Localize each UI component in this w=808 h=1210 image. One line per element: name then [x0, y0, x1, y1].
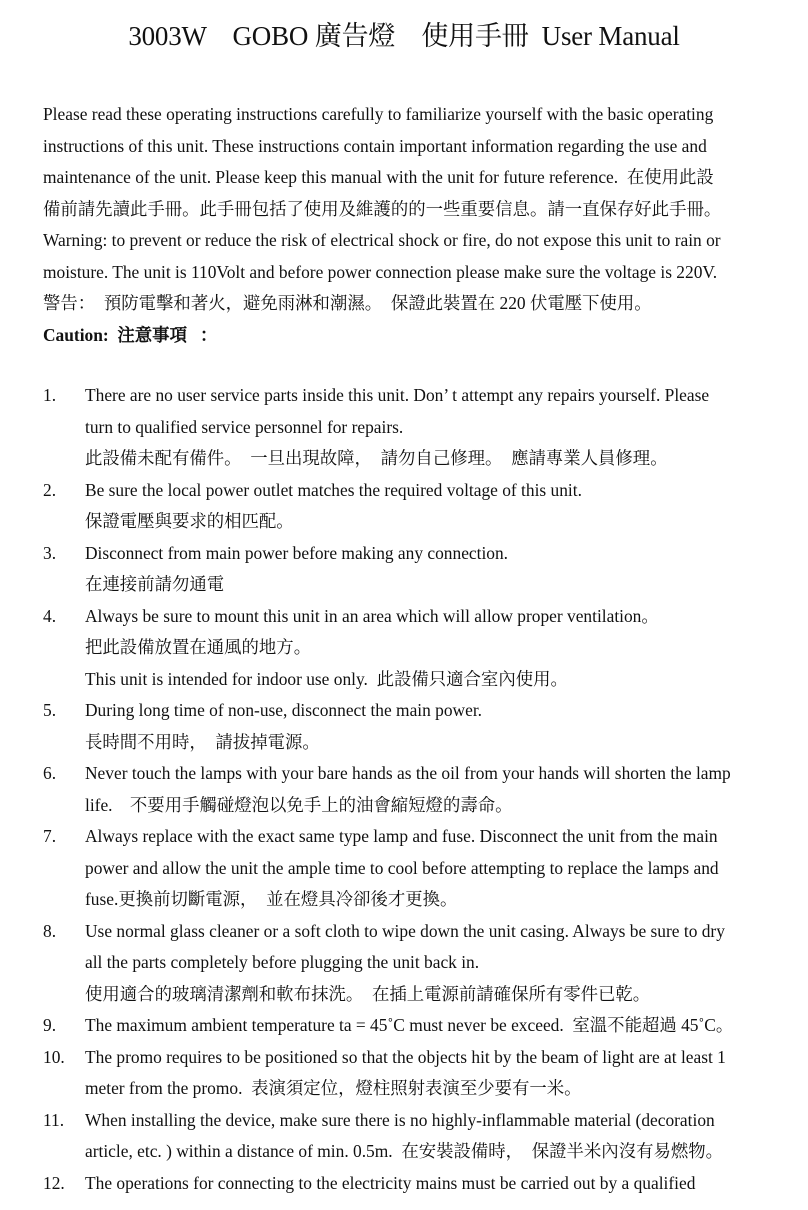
item-number: 3. [43, 542, 57, 563]
warning-line: Warning: to prevent or reduce the risk of electrical shock or fire, do not expose this unit to rain or [43, 230, 721, 250]
item-text-line: fuse.更換前切斷電源， 並在燈具冷卻後才更換。 [85, 889, 458, 909]
page-title: 3003W GOBO 廣告燈 使用手冊 User Manual [128, 21, 680, 51]
item-number: 1. [43, 385, 57, 405]
item-number: 11. [43, 1109, 65, 1130]
item-text-line: Never touch the lamps with your bare hands as the oil from your hands will shorten the lamp [85, 763, 731, 783]
item-text-line: This unit is intended for indoor use only. 此設備只適合室內使用。 [85, 668, 568, 689]
item-text-line: power and allow the unit the ample time to cool before attempting to replace the lamps and [85, 857, 719, 878]
item-number: 9. [43, 1015, 57, 1035]
caution-item-5 [43, 695, 778, 758]
caution-item-7 [43, 821, 778, 916]
item-text-line: The promo requires to be positioned so that the objects hit by the beam of light are at least 1 [85, 1046, 726, 1067]
intro-line: instructions of this unit. These instructions contain important information regarding the use and [43, 135, 707, 156]
caution-list [43, 380, 778, 1199]
caution-heading: Caution: 注意事項 ： [43, 324, 218, 345]
item-number: 8. [43, 920, 57, 941]
warning-line-chinese: 警告： 預防電擊和著火，避免雨淋和潮濕。 保證此裝置在 220 伏電壓下使用。 [43, 293, 652, 313]
item-number: 7. [43, 826, 57, 846]
item-text-line: turn to qualified service personnel for repairs. [85, 416, 404, 437]
warning-line: moisture. The unit is 110Volt and before power connection please make sure the voltage is 220V. [43, 261, 718, 282]
item-text-line: 長時間不用時， 請拔掉電源。 [85, 731, 320, 752]
item-number: 5. [43, 700, 57, 720]
item-number: 2. [43, 479, 57, 500]
caution-item-2 [43, 475, 778, 538]
item-text-line: Use normal glass cleaner or a soft cloth to wipe down the unit casing. Always be sure to dry [85, 920, 725, 941]
caution-item-3 [43, 538, 778, 601]
caution-item-4 [43, 601, 778, 696]
intro-section [43, 99, 773, 351]
item-text-line: meter from the promo. 表演須定位，燈柱照射表演至少要有一米。 [85, 1078, 582, 1098]
item-number: 4. [43, 605, 57, 626]
item-text-line: The operations for connecting to the electricity mains must be carried out by a qualified [85, 1172, 696, 1193]
item-text-line: The maximum ambient temperature ta = 45˚C must never be exceed. 室溫不能超過 45˚C。 [85, 1015, 734, 1035]
item-number: 10. [43, 1046, 65, 1067]
item-text-line: During long time of non-use, disconnect the main power. [85, 700, 483, 720]
item-text-line: Always be sure to mount this unit in an area which will allow proper ventilation。 [85, 605, 659, 626]
item-text-line: 把此設備放置在通風的地方。 [85, 637, 312, 657]
caution-item-9 [43, 1010, 778, 1042]
intro-line: 備前請先讀此手冊。此手冊包括了使用及維護的的一些重要信息。請一直保存好此手冊。 [43, 198, 722, 219]
caution-item-11 [43, 1105, 778, 1168]
item-text-line: Be sure the local power outlet matches the required voltage of this unit. [85, 479, 582, 500]
item-text-line: Disconnect from main power before making any connection. [85, 542, 509, 563]
item-text-line: Always replace with the exact same type lamp and fuse. Disconnect the unit from the main [85, 826, 718, 846]
item-text-line: 保證電壓與要求的相匹配。 [85, 511, 294, 531]
item-text-line: 在連接前請勿通電 [85, 574, 225, 594]
caution-item-6 [43, 758, 778, 821]
item-text-line: article, etc. ) within a distance of min. 0.5m. 在安裝設備時， 保證半米內沒有易燃物。 [85, 1141, 724, 1161]
item-number: 12. [43, 1172, 65, 1193]
item-text-line: There are no user service parts inside this unit. Don’ t attempt any repairs yourself. Please [85, 385, 710, 405]
item-text-line: life. 不要用手觸碰燈泡以免手上的油會縮短燈的壽命。 [85, 794, 513, 815]
caution-item-8 [43, 916, 778, 1011]
caution-item-1 [43, 380, 778, 475]
item-text-line: When installing the device, make sure there is no highly-inflammable material (decoration [85, 1109, 715, 1130]
intro-line: maintenance of the unit. Please keep this manual with the unit for future reference. 在使用此設 [43, 167, 714, 187]
item-text-line: all the parts completely before plugging the unit back in. [85, 952, 480, 972]
intro-line: Please read these operating instructions carefully to familiarize yourself with the basic operating [43, 104, 714, 124]
item-number: 6. [43, 763, 57, 783]
item-text-line: 此設備未配有備件。 一旦出現故障， 請勿自己修理。 應請專業人員修理。 [85, 448, 668, 468]
caution-item-12 [43, 1168, 778, 1200]
caution-item-10 [43, 1042, 778, 1105]
item-text-line: 使用適合的玻璃清潔劑和軟布抹洗。 在插上電源前請確保所有零件已乾。 [85, 983, 651, 1004]
